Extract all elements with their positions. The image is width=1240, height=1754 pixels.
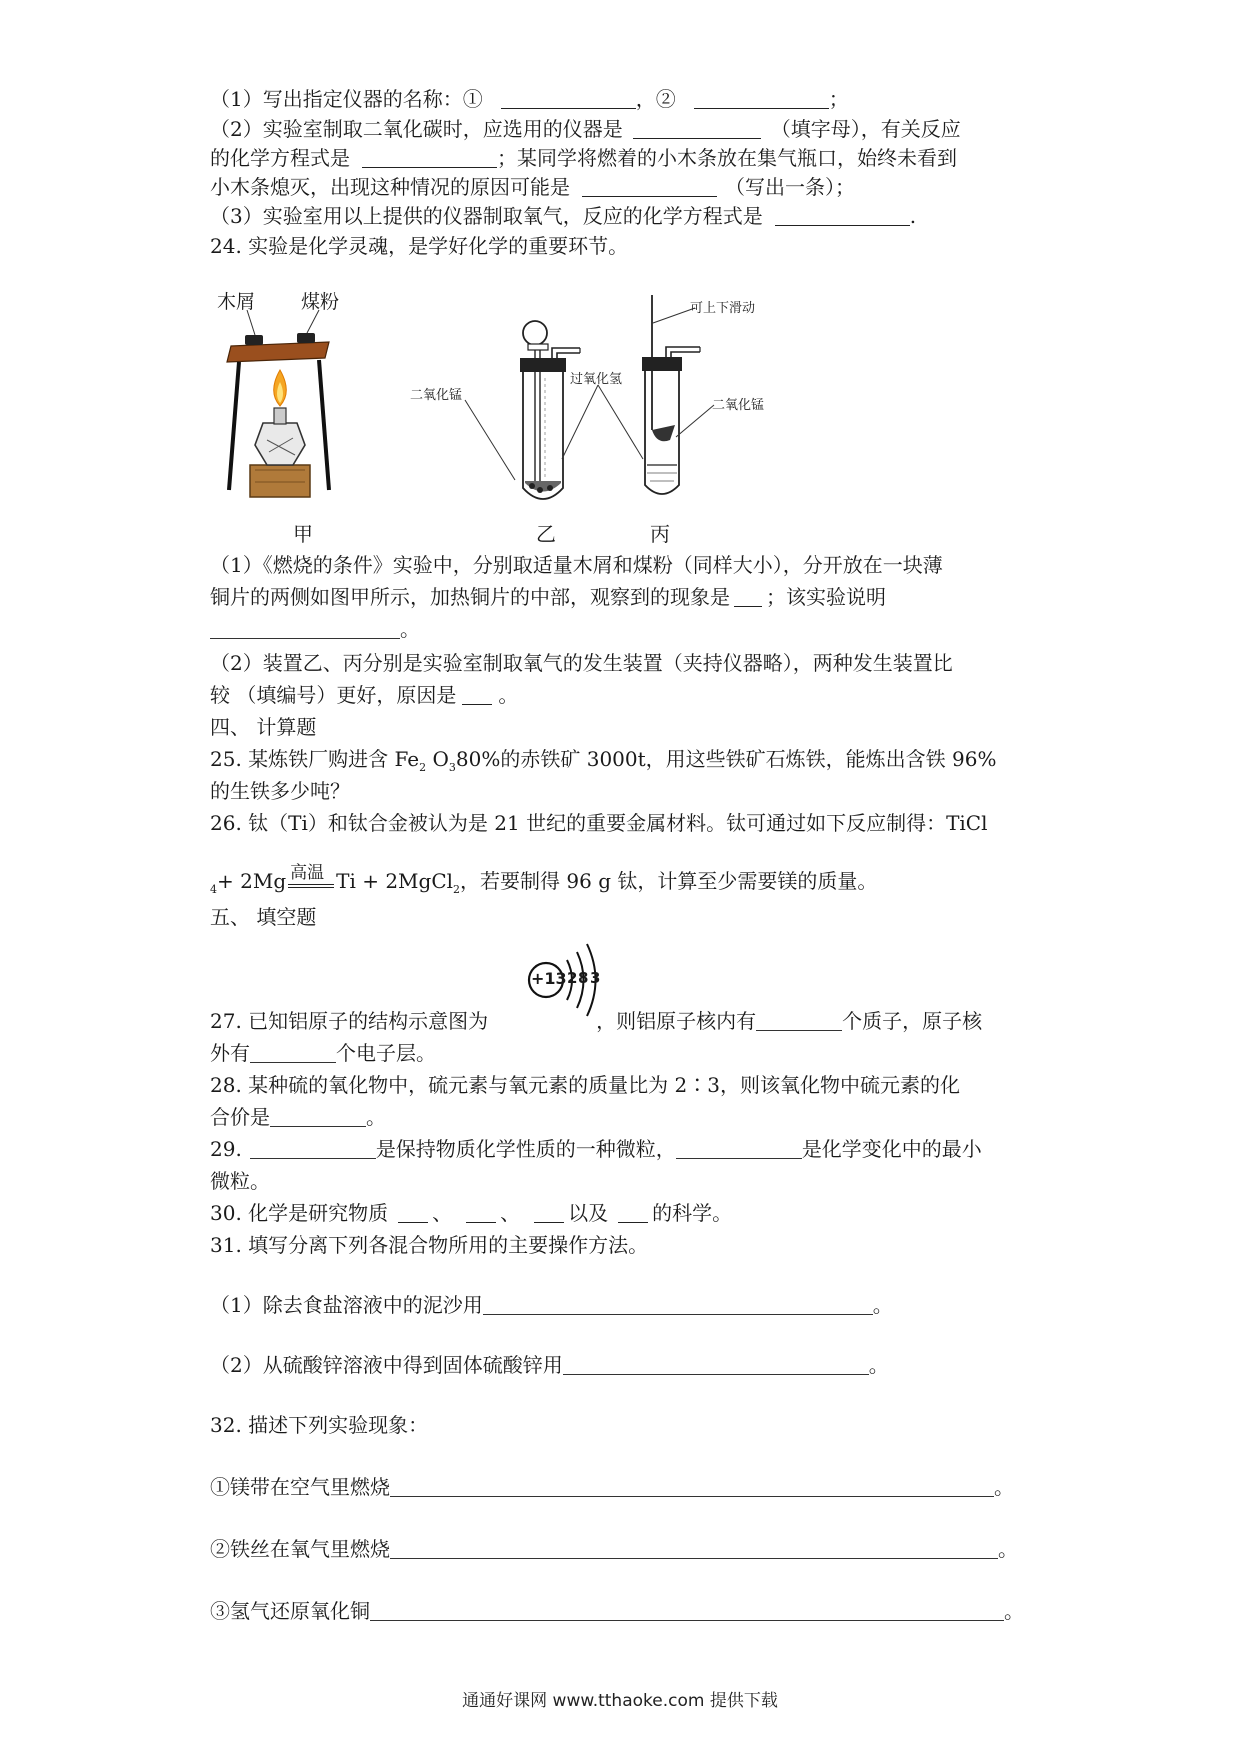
q28-line-2: 合价是 。: [210, 1105, 386, 1129]
section-5-title: 五、 填空题: [210, 905, 317, 929]
shell-1-electrons: 2: [567, 969, 578, 987]
answer-blank[interactable]: [694, 90, 829, 109]
q29-line-2: 微粒。: [210, 1169, 270, 1193]
answer-blank[interactable]: [370, 1602, 1004, 1621]
label-yi-mno2: 二氧化锰: [410, 388, 463, 403]
q28-line-1: 28. 某种硫的氧化物中，硫元素与氧元素的质量比为 2∶3，则该氧化物中硫元素的化: [210, 1073, 960, 1097]
q24-stem: 24. 实验是化学灵魂，是学好化学的重要环节。: [210, 234, 629, 258]
answer-blank[interactable]: [466, 1204, 496, 1223]
q27-line-2: 外有 个电子层。: [210, 1041, 436, 1065]
shell-3-electrons: 3: [590, 969, 601, 987]
answer-blank[interactable]: [501, 90, 636, 109]
answer-blank[interactable]: [618, 1204, 648, 1223]
page-footer: 通通好课网 www.tthaoke.com 提供下载: [462, 1691, 778, 1711]
q24-part1-line-3: 。: [210, 614, 420, 644]
q23-line-3: 的化学方程式是 ；某同学将燃着的小木条放在集气瓶口，始终未看到: [210, 146, 957, 170]
q27-line-1: 27. 已知铝原子的结构示意图为 ，则铝原子核内有 个质子，原子核: [210, 1009, 983, 1033]
label-slide-up-down: 可上下滑动: [690, 301, 756, 316]
answer-blank[interactable]: [462, 686, 492, 705]
answer-blank[interactable]: [734, 588, 762, 607]
q25-line-2: 的生铁多少吨？: [210, 779, 350, 803]
leader-lines-yi: [455, 395, 525, 485]
q24-part1-line-1: （1）《燃烧的条件》实验中，分别取适量木屑和煤粉（同样大小），分开放在一块薄: [210, 553, 943, 577]
q24-part1-line-2: 铜片的两侧如图甲所示，加热铜片的中部，观察到的现象是 ；该实验说明: [210, 585, 886, 609]
leader-line-bing-mno2: [670, 402, 718, 442]
answer-blank[interactable]: [250, 1140, 376, 1159]
figure-label-jia: 甲: [293, 522, 313, 546]
q31-part2: （2）从硫酸锌溶液中得到固体硫酸锌用 。: [210, 1353, 889, 1377]
q32-stem: 32. 描述下列实验现象：: [210, 1413, 429, 1437]
answer-blank[interactable]: [633, 120, 761, 139]
tripod-burner-illustration: [225, 290, 375, 505]
q25-line-1: 25. 某炼铁厂购进含 $Fe_2$ $O_380\%$的赤铁矿 3000t，用这些铁矿石炼铁，能炼出含铁 96%: [210, 747, 997, 774]
q26-line-1: 26. 钛（Ti）和钛合金被认为是 21 世纪的重要金属材料。钛可通过如下反应制得：TiCl: [210, 811, 988, 835]
q23-line-1: （1）写出指定仪器的名称：① ，② ；: [210, 87, 849, 111]
q23-line-2: （2）实验室制取二氧化碳时，应选用的仪器是 （填字母），有关反应: [210, 117, 961, 141]
answer-blank[interactable]: [582, 178, 717, 197]
q31-stem: 31. 填写分离下列各混合物所用的主要操作方法。: [210, 1233, 649, 1257]
figure-label-bing: 丙: [650, 522, 670, 546]
q31-part1: （1）除去食盐溶液中的泥沙用 。: [210, 1293, 893, 1317]
answer-blank[interactable]: [534, 1204, 564, 1223]
label-bing-mno2: 二氧化锰: [712, 398, 765, 413]
q29-line-1: 29. 是保持物质化学性质的一种微粒， 是化学变化中的最小: [210, 1137, 982, 1161]
reaction-condition-arrow: 高温: [288, 880, 334, 888]
q23-line-5: （3）实验室用以上提供的仪器制取氧气，反应的化学方程式是 .: [210, 204, 917, 228]
q24-part2-line-1: （2）装置乙、丙分别是实验室制取氧气的发生装置（夹持仪器略），两种发生装置比: [210, 651, 953, 675]
shell-2-electrons: 8: [578, 969, 589, 987]
answer-blank[interactable]: [775, 207, 910, 226]
figure-jia-copper-plate: [217, 290, 375, 505]
label-coal-powder: 煤粉: [301, 291, 340, 313]
section-4-title: 四、 计算题: [210, 715, 317, 739]
q32-item-2: ②铁丝在氧气里燃烧 。: [210, 1537, 1018, 1561]
answer-blank[interactable]: [270, 1108, 366, 1127]
answer-blank[interactable]: [250, 1044, 336, 1063]
q24-part2-line-2: 较 （填编号）更好，原因是 。: [210, 683, 519, 707]
answer-blank[interactable]: [362, 149, 497, 168]
q32-item-3: ③氢气还原氧化铜 。: [210, 1599, 1024, 1623]
q23-line-4: 小木条熄灭，出现这种情况的原因可能是 （写出一条）；: [210, 175, 855, 199]
label-wood-shavings: 木屑: [217, 291, 256, 313]
q32-item-1: ①镁带在空气里燃烧 。: [210, 1475, 1014, 1499]
answer-blank[interactable]: [210, 620, 400, 639]
answer-blank[interactable]: [756, 1012, 842, 1031]
q30-line: 30. 化学是研究物质 、 、 以及 的科学。: [210, 1201, 733, 1225]
label-hydrogen-peroxide: 过氧化氢: [570, 372, 623, 387]
answer-blank[interactable]: [398, 1204, 428, 1223]
q26-line-2: $_4$+ 2Mg 高温 Ti + 2MgCl$_2$，若要制得 96 g 钛，计算至少需要镁的质量。: [210, 863, 878, 896]
answer-blank[interactable]: [676, 1140, 802, 1159]
leader-line-slide: [650, 305, 700, 327]
figure-label-yi: 乙: [536, 522, 556, 546]
answer-blank[interactable]: [390, 1478, 994, 1497]
atom-nucleus-charge: +13: [531, 969, 567, 988]
answer-blank[interactable]: [563, 1356, 869, 1375]
answer-blank[interactable]: [390, 1540, 998, 1559]
answer-blank[interactable]: [483, 1296, 873, 1315]
